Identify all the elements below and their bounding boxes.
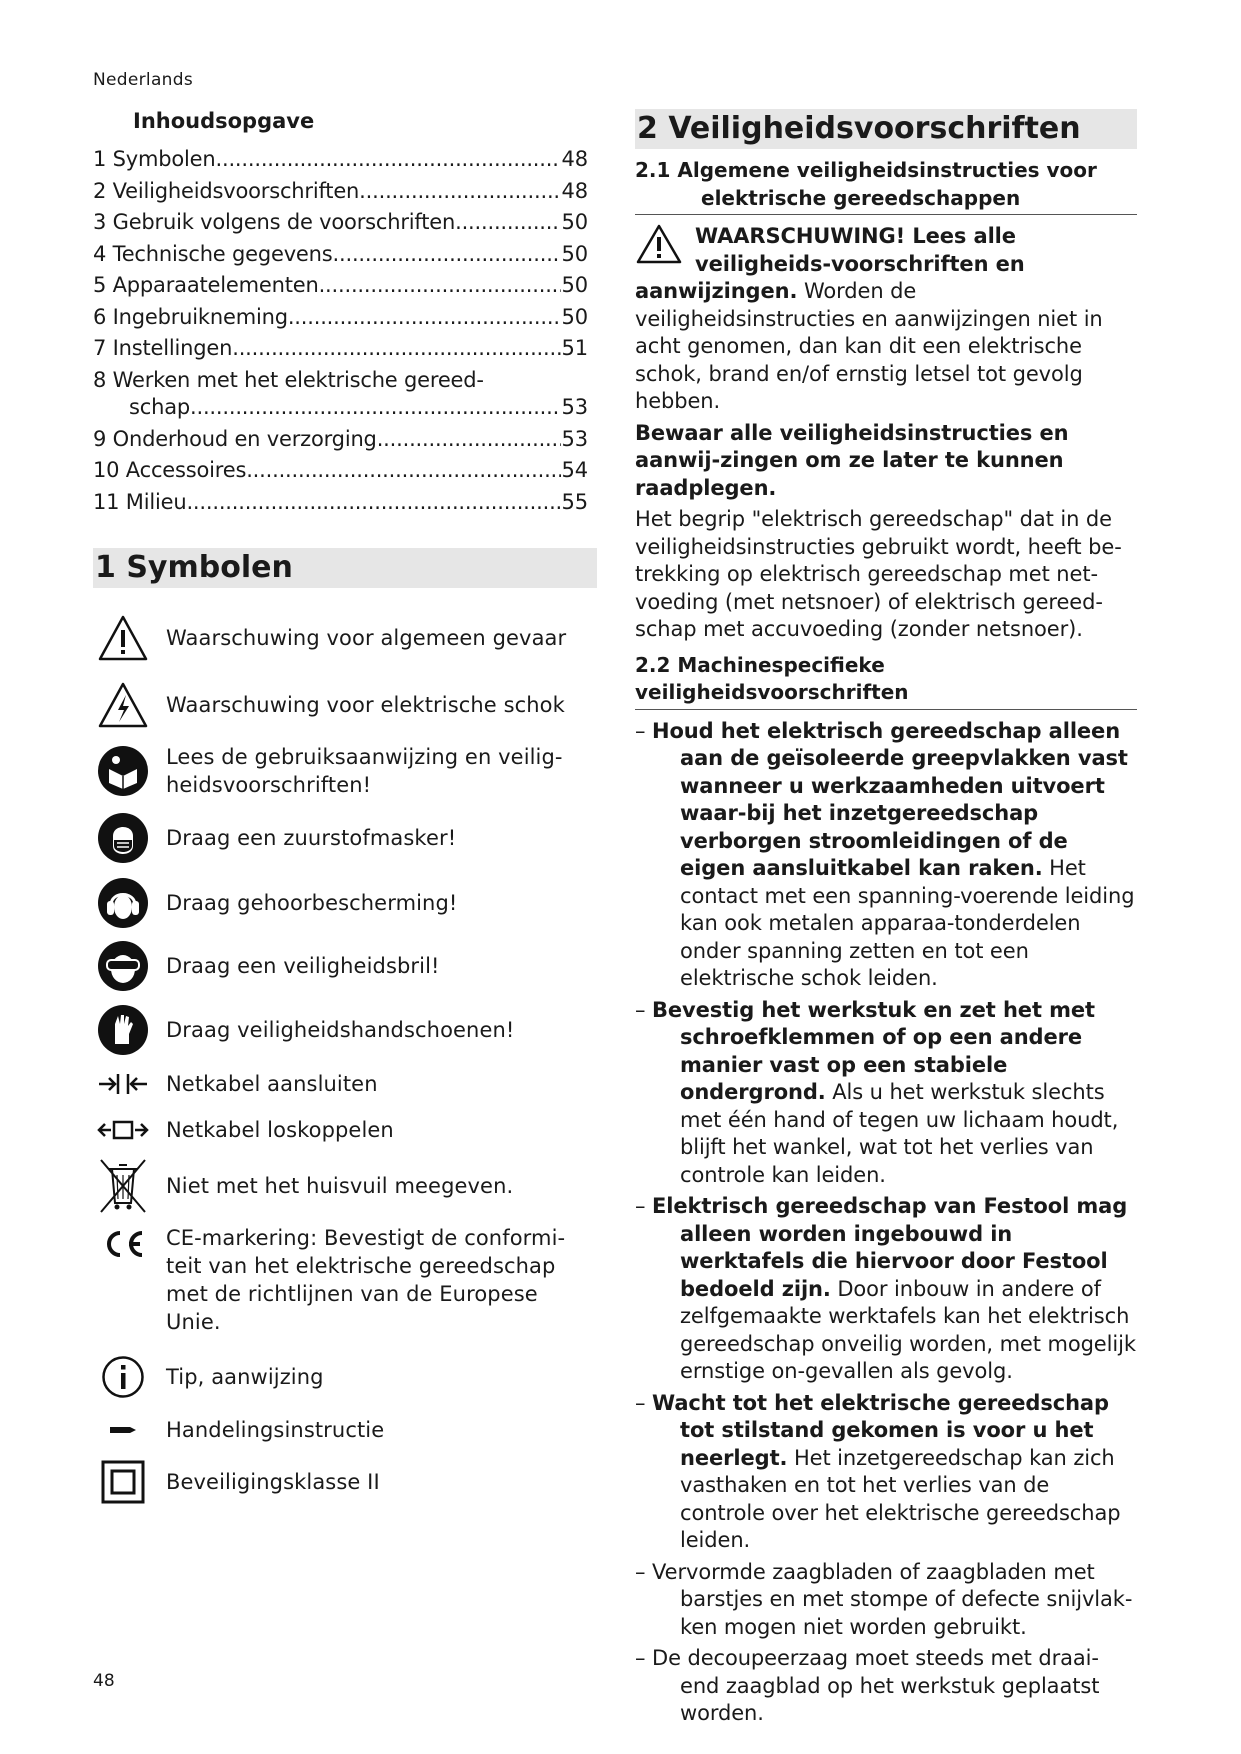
page-language-label: Nederlands xyxy=(93,70,193,90)
symbol-row: CE-markering: Bevestigt de conformi-teit van het elektrische gereedschap met de richtlijnen van de Europese Unie. xyxy=(93,1218,597,1350)
toc-item[interactable]: 3 Gebruik volgens de voorschriften ..... 50 xyxy=(93,209,588,241)
symbol-row: Netkabel aansluiten xyxy=(93,1062,597,1106)
toc-item[interactable]: 7 Instellingen ..... 51 xyxy=(93,335,588,367)
symbol-row: Beveiligingsklasse II xyxy=(93,1456,597,1508)
toc-item[interactable]: 5 Apparaatelementen ..... 50 xyxy=(93,272,588,304)
toc-item[interactable]: 4 Technische gegevens ..... 50 xyxy=(93,241,588,273)
safety-heading: 2 Veiligheidsvoorschriften xyxy=(635,109,1137,149)
page-number: 48 xyxy=(93,1671,115,1691)
term-definition-paragraph: Het begrip "elektrisch gereedschap" dat in de veiligheidsinstructies gebruikt wordt, heeft be-trekking op elektrisch gereedschap met net-voeding (met netsnoer) of elektrisch gereed-schap met accuvoeding (zonder netsnoer). xyxy=(635,507,1122,641)
symbols-heading: 1 Symbolen xyxy=(93,548,597,588)
safety-goggles-icon xyxy=(93,936,153,996)
symbol-row: Lees de gebruiksaanwijzing en veilig-heidsvoorschriften! xyxy=(93,738,597,804)
disconnect-mains-icon xyxy=(93,1110,153,1150)
symbol-row: Tip, aanwijzing xyxy=(93,1350,597,1404)
dust-mask-icon xyxy=(93,808,153,868)
protection-class-ii-icon xyxy=(93,1452,153,1512)
list-item: – De decoupeerzaag moet steeds met draai-end zaagblad op het werkstuk geplaatst worden. xyxy=(635,1646,1100,1725)
crossed-bin-icon xyxy=(93,1156,153,1216)
symbol-row: Draag veiligheidshandschoenen! xyxy=(93,998,597,1062)
symbols-list xyxy=(93,604,597,1508)
toc-title: Inhoudsopgave xyxy=(133,109,315,133)
list-item: – Bevestig het werkstuk en zet het met schroefklemmen of op een andere manier vast op een stabiele ondergrond. Als u het werkstuk slechts met één hand of tegen uw lichaam houdt, blijft het wankel, wat tot het verlies van controle kan leiden. xyxy=(635,997,1119,1187)
symbol-row: Waarschuwing voor elektrische schok xyxy=(93,672,597,738)
symbol-row: Draag gehoorbescherming! xyxy=(93,872,597,934)
list-item: – Vervormde zaagbladen of zaagbladen met barstjes en met stompe of defecte snijvlak-ken mogen niet worden gebruikt. xyxy=(635,1559,1133,1639)
electric-shock-warning-icon xyxy=(93,675,153,735)
left-column xyxy=(93,104,597,1508)
info-icon xyxy=(93,1347,153,1407)
instruction-arrow-icon xyxy=(93,1415,153,1445)
ear-protection-icon xyxy=(93,873,153,933)
subheading-machine-specific: 2.2 Machinespecifieke veiligheidsvoorschriften xyxy=(635,652,1137,710)
keep-instructions-notice: Bewaar alle veiligheidsinstructies en aanwij-zingen om ze later te kunnen raadplegen. xyxy=(635,420,1069,500)
machine-safety-bullets xyxy=(635,718,1137,1728)
symbol-row: Niet met het huisvuil meegeven. xyxy=(93,1154,597,1218)
symbol-row: Netkabel loskoppelen xyxy=(93,1106,597,1154)
symbol-row: Handelingsinstructie xyxy=(93,1404,597,1456)
toc-item[interactable]: 10 Accessoires ..... 54 xyxy=(93,457,588,489)
symbol-row: Waarschuwing voor algemeen gevaar xyxy=(93,604,597,672)
safety-gloves-icon xyxy=(93,1000,153,1060)
right-column xyxy=(635,109,1137,1732)
list-item: – Elektrisch gereedschap van Festool mag alleen worden ingebouwd in werktafels die hiervoor door Festool bedoeld zijn. Door inbouw in andere of zelfgemaakte werktafels kan het elektrisch gereedschap onveilig worden, met mogelijk ernstige on-gevallen als gevolg. xyxy=(635,1194,1136,1383)
warning-paragraph: WAARSCHUWING! Lees alle veiligheids-voorschriften en aanwijzingen. Worden de veiligheidsinstructies en aanwijzingen niet in acht genomen, dan kan dit een elektrische schok, brand en/of ernstig letsel tot gevolg hebben. xyxy=(635,224,1103,413)
connect-mains-icon xyxy=(93,1064,153,1104)
ce-mark-icon xyxy=(93,1224,153,1264)
general-warning-icon xyxy=(93,608,153,668)
symbol-row: Draag een zuurstofmasker! xyxy=(93,804,597,872)
toc-item[interactable]: 6 Ingebruikneming ..... 50 xyxy=(93,304,588,336)
subheading-general-safety: 2.1 Algemene veiligheidsinstructies voor elektrische gereedschappen xyxy=(635,157,1137,215)
table-of-contents xyxy=(93,146,588,520)
warning-triangle-icon xyxy=(635,223,689,269)
list-item: – Houd het elektrisch gereedschap alleen aan de geïsoleerde greepvlakken vast wanneer u werkzaamheden uitvoert waar-bij het inzetgereedschap verborgen stroomleidingen of de eigen aansluitkabel kan raken. Het contact met een spanning-voerende leiding kan ook metalen apparaa-tonderdelen onder spanning zetten en tot een elektrische schok leiden. xyxy=(635,718,1135,990)
read-manual-icon xyxy=(93,741,153,801)
list-item: – Wacht tot het elektrische gereedschap tot stilstand gekomen is voor u het neerlegt. Het inzetgereedschap kan zich vasthaken en tot het verlies van de controle over het elektrische gereedschap leiden. xyxy=(635,1390,1121,1552)
toc-item[interactable]: 9 Onderhoud en verzorging ..... 53 xyxy=(93,426,588,458)
toc-item[interactable]: 1 Symbolen ..... 48 xyxy=(93,146,588,178)
toc-item[interactable]: 8 Werken met het elektrische gereed- schap ..... 53 xyxy=(93,367,588,426)
toc-item[interactable]: 11 Milieu ..... 55 xyxy=(93,489,588,521)
toc-item[interactable]: 2 Veiligheidsvoorschriften ..... 48 xyxy=(93,178,588,210)
symbol-row: Draag een veiligheidsbril! xyxy=(93,934,597,998)
